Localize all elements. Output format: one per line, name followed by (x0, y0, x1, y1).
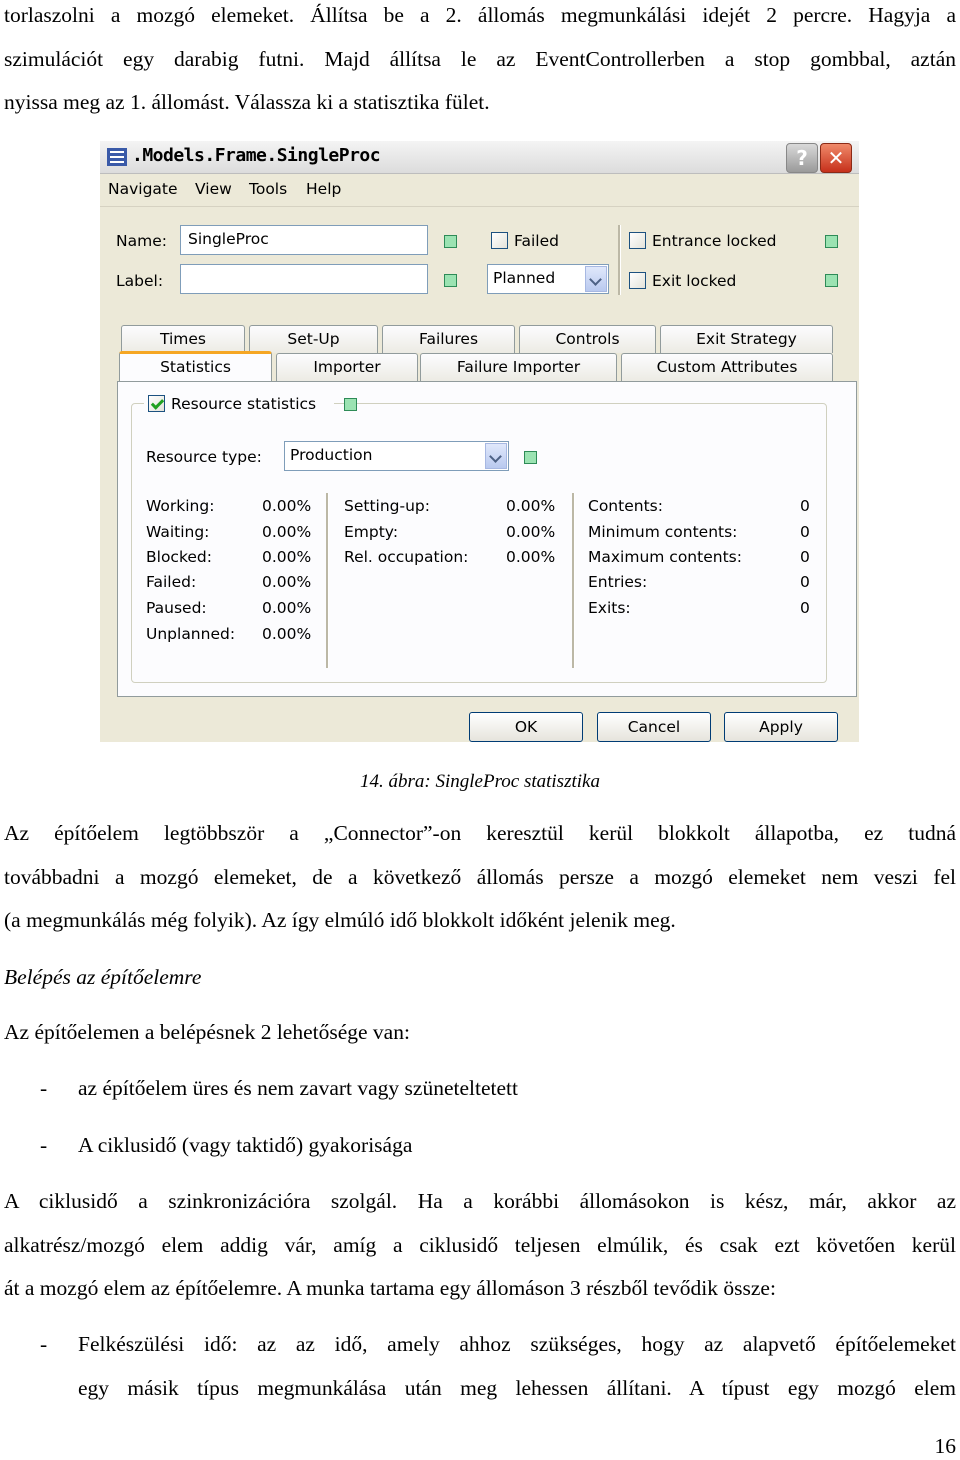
list-item: A ciklusidő (vagy taktidő) gyakorisága (78, 1133, 413, 1157)
stat-value: 0.00% (262, 573, 312, 591)
bullet-marker: - (40, 1332, 48, 1356)
stat-value: 0.00% (506, 523, 556, 541)
tab-failures[interactable]: Failures (382, 325, 515, 353)
resource-type-value: Production (290, 446, 373, 464)
window-list-icon (106, 146, 128, 168)
list-item: az építőelem üres és nem zavart vagy szüneteltetett (78, 1076, 518, 1100)
stat-label: Contents: (588, 497, 663, 515)
stat-value: 0.00% (262, 599, 312, 617)
stat-label: Rel. occupation: (344, 548, 469, 566)
text-line: Felkészülési idő: az az idő, amely ahhoz szükséges, hogy az alapvető építőelemeket (78, 1332, 956, 1356)
stat-value: 0 (800, 523, 810, 541)
stat-label: Setting-up: (344, 497, 430, 515)
entrance-locked-checkbox[interactable] (629, 232, 646, 249)
stat-label: Paused: (146, 599, 207, 617)
section-heading: Belépés az építőelemre (4, 965, 202, 989)
stat-value: 0.00% (262, 625, 312, 643)
exit-locked-checkbox[interactable] (629, 272, 646, 289)
text-line: Az építőelem legtöbbször a „Connector”-on keresztül kerül blokkolt állapotba, ez tudná (4, 821, 956, 845)
tab-times[interactable]: Times (121, 325, 245, 353)
stat-value: 0 (800, 599, 810, 617)
stat-label: Failed: (146, 573, 197, 591)
stat-label: Maximum contents: (588, 548, 742, 566)
menu-view[interactable]: View (195, 180, 232, 198)
cycle-time-paragraph (4, 1180, 956, 1311)
resource-type-label: Resource type: (146, 448, 262, 466)
text-line: továbbadni a mozgó elemeket, de a következő állomás persze a mozgó elemeket nem veszi fel (4, 864, 956, 889)
resource-statistics-label: Resource statistics (171, 395, 317, 413)
bullet-marker: - (40, 1133, 48, 1157)
name-label: Name: (116, 232, 167, 250)
page-number: 16 (934, 1434, 956, 1458)
cancel-button[interactable]: Cancel (597, 712, 711, 742)
text-line: A ciklusidő a szinkronizációra szolgál. Ha a korábbi állomásokon is kész, már, akkor az (4, 1189, 956, 1213)
intro-paragraph (4, 0, 956, 125)
stat-value: 0 (800, 573, 810, 591)
text-line: (a megmunkálás még folyik). Az így elmúló idő blokkolt időként jelenik meg. (4, 908, 676, 932)
stat-value: 0.00% (262, 523, 312, 541)
bullet-marker: - (40, 1076, 48, 1100)
entry-paragraph (4, 1011, 956, 1055)
text-line: Az építőelemen a belépésnek 2 lehetősége van: (4, 1020, 410, 1044)
resource-type-select[interactable] (284, 441, 509, 471)
stat-label: Waiting: (146, 523, 210, 541)
stat-label: Blocked: (146, 548, 212, 566)
figure-caption: 14. ábra: SingleProc statisztika (360, 771, 600, 792)
tab-custom-attributes[interactable]: Custom Attributes (621, 353, 833, 381)
blocked-paragraph (4, 812, 956, 943)
close-button[interactable]: ✕ (820, 143, 852, 173)
stats-divider (326, 493, 329, 668)
stat-value: 0 (800, 497, 810, 515)
menu-help[interactable]: Help (306, 180, 342, 198)
vertical-divider (618, 225, 621, 295)
name-input[interactable]: SingleProc (180, 225, 428, 255)
planned-value: Planned (493, 269, 556, 287)
ok-button[interactable]: OK (469, 712, 583, 742)
text-line: nyissa meg az 1. állomást. Válassza ki a statisztika fület. (4, 90, 490, 114)
tab-failure-importer[interactable]: Failure Importer (420, 353, 617, 381)
text-line: egy másik típus megmunkálása után meg lehessen állítani. A típust egy mozgó elem (78, 1375, 956, 1400)
stat-value: 0.00% (262, 548, 312, 566)
stat-label: Unplanned: (146, 625, 236, 643)
chevron-down-icon[interactable] (485, 443, 507, 469)
dialog-title: .Models.Frame.SingleProc (132, 145, 381, 166)
text-line: alkatrész/mozgó elem addig vár, amíg a ciklusidő teljesen elmúlik, és csak ezt követően kerül (4, 1232, 956, 1257)
exit-locked-label: Exit locked (652, 272, 737, 290)
stat-value: 0.00% (506, 497, 556, 515)
menu-bar (100, 174, 859, 207)
entrance-inherit-indicator[interactable] (825, 235, 838, 248)
name-inherit-indicator[interactable] (444, 235, 457, 248)
menu-tools[interactable]: Tools (249, 180, 288, 198)
tab-controls[interactable]: Controls (519, 325, 656, 353)
label-inherit-indicator[interactable] (444, 274, 457, 287)
tab-importer[interactable]: Importer (276, 353, 418, 381)
stat-value: 0.00% (262, 497, 312, 515)
singleproc-dialog (100, 141, 859, 742)
entrance-locked-label: Entrance locked (652, 232, 777, 250)
text-line: át a mozgó elem az építőelemre. A munka tartama egy állomáson 3 részből tevődik össze: (4, 1276, 776, 1300)
planned-select[interactable] (487, 264, 609, 294)
apply-button[interactable]: Apply (724, 712, 838, 742)
failed-checkbox[interactable] (491, 232, 508, 249)
label-label: Label: (116, 272, 164, 290)
tab-set-up[interactable]: Set-Up (249, 325, 378, 353)
list-item (78, 1323, 956, 1410)
stat-label: Entries: (588, 573, 648, 591)
menu-navigate[interactable]: Navigate (108, 180, 178, 198)
stat-label: Minimum contents: (588, 523, 738, 541)
label-input[interactable] (180, 264, 428, 294)
stat-label: Empty: (344, 523, 399, 541)
tab-exit-strategy[interactable]: Exit Strategy (660, 325, 833, 353)
stat-value: 0 (800, 548, 810, 566)
text-line: szimulációt egy darabig futni. Majd állítsa le az EventControllerben a stop gombbal, aztán (4, 46, 956, 71)
help-button[interactable]: ? (786, 143, 818, 173)
chevron-down-icon[interactable] (585, 266, 607, 292)
title-bar (100, 141, 859, 174)
text-line: torlaszolni a mozgó elemeket. Állítsa be a 2. állomás megmunkálási idejét 2 percre. Hagyja a (4, 3, 956, 27)
stat-label: Working: (146, 497, 215, 515)
exit-inherit-indicator[interactable] (825, 274, 838, 287)
tab-statistics[interactable]: Statistics (119, 351, 272, 381)
resource-statistics-checkbox[interactable] (148, 395, 165, 412)
stats-divider (572, 493, 575, 668)
stat-value: 0.00% (506, 548, 556, 566)
failed-label: Failed (514, 232, 559, 250)
resource-statistics-inherit-indicator[interactable] (344, 398, 357, 411)
resource-type-inherit-indicator[interactable] (524, 451, 537, 464)
stat-label: Exits: (588, 599, 631, 617)
